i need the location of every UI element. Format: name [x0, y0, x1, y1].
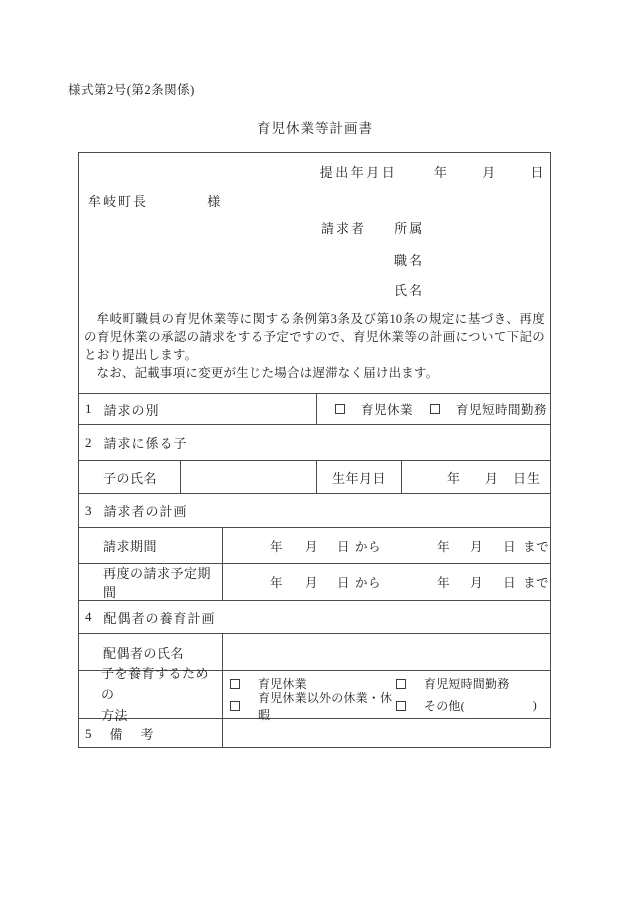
remarks-label-char1: 備 — [109, 727, 124, 742]
form-header — [79, 153, 550, 393]
request-period-label-cell — [79, 528, 222, 563]
body-paragraph-2: なお、記載事項に変更が生じた場合は遅滞なく届け出ます。 — [96, 366, 439, 380]
re-request-period-value-cell[interactable] — [222, 564, 550, 600]
affiliation-label: 所属 — [394, 221, 425, 236]
section2-number: 2 — [85, 434, 93, 450]
addressee-line — [79, 193, 550, 210]
checkbox-childcare-leave[interactable] — [335, 404, 345, 414]
row-section2-header — [79, 424, 550, 460]
submit-month-label: 月 — [482, 165, 498, 180]
request-type-label-cell — [79, 394, 316, 424]
submit-day-label: 日 — [530, 165, 546, 180]
addressee-name: 牟岐町長 — [88, 194, 149, 209]
birth-year-label: 年 — [446, 470, 461, 486]
child-name-label: 子の氏名 — [103, 470, 158, 486]
period-month-label: 月 — [305, 576, 319, 590]
submit-date-line — [79, 164, 550, 181]
re-request-period-label-cell — [79, 564, 222, 600]
period-day-label: 日 — [337, 576, 351, 590]
spouse-name-label: 配偶者の氏名 — [103, 645, 185, 661]
care-method-label-cell — [79, 666, 222, 723]
period-day2-label: 日 — [503, 539, 517, 554]
period-from-label: から — [355, 539, 382, 554]
remarks-label-cell — [79, 719, 222, 748]
method-other-suffix-label: ) — [532, 698, 537, 712]
row-request-type — [79, 393, 550, 424]
section3-header-cell — [79, 494, 550, 527]
care-method-label-line2: 方法 — [101, 708, 129, 723]
remarks-label-char2: 考 — [140, 727, 155, 742]
checkbox-shortened-hours[interactable] — [430, 404, 440, 414]
checkbox-method-other[interactable] — [396, 701, 406, 711]
section1-label: 請求の別 — [103, 402, 160, 418]
checkbox-method-other-leave[interactable] — [230, 701, 240, 711]
position-line — [79, 252, 550, 269]
checkbox-method-shortened-hours[interactable] — [396, 679, 406, 689]
birth-date-value-cell[interactable] — [401, 461, 550, 493]
checkbox-method-childcare-leave[interactable] — [230, 679, 240, 689]
name-line — [79, 282, 550, 299]
form-table — [78, 152, 551, 748]
row-section3-header — [79, 493, 550, 527]
position-label: 職名 — [394, 253, 425, 268]
name-label: 氏名 — [394, 283, 425, 298]
period-month2-label: 月 — [470, 576, 484, 590]
section4-label: 配偶者の養育計画 — [103, 610, 216, 626]
period-to-label: まで — [523, 576, 550, 590]
period-year-label: 年 — [270, 539, 284, 554]
body-paragraph-1: 牟岐町職員の育児休業等に関する条例第3条及び第10条の規定に基づき、再度の育児休業の承認の請求をする予定ですので、育児休業等の計画について下記のとおり提出します。 — [84, 312, 545, 362]
section5-number: 5 — [85, 725, 93, 741]
request-period-value-cell[interactable] — [222, 528, 550, 563]
method-childcare-leave-label: 育児休業 — [258, 677, 307, 691]
re-request-period-label: 再度の請求予定期間 — [103, 566, 212, 600]
spouse-name-input-cell[interactable] — [222, 634, 550, 670]
page-title: 育児休業等計画書 — [257, 121, 373, 136]
request-type-options-cell — [316, 394, 550, 424]
section4-header-cell — [79, 601, 550, 633]
row-care-method — [79, 666, 550, 723]
care-method-line-2 — [223, 690, 550, 722]
method-shortened-hours-label: 育児短時間勤務 — [424, 677, 510, 691]
remarks-input-cell[interactable] — [222, 719, 550, 748]
section1-number: 1 — [85, 401, 93, 416]
birth-month-label: 月 — [484, 470, 499, 486]
period-month-label: 月 — [305, 539, 319, 554]
submit-year-label: 年 — [433, 165, 450, 180]
period-year-label: 年 — [270, 576, 284, 590]
shortened-hours-option-label: 育児短時間勤務 — [456, 403, 548, 417]
row-section4-header — [79, 600, 550, 633]
row-child-info — [79, 460, 550, 493]
period-to-label: まで — [523, 539, 550, 554]
requester-line — [79, 220, 550, 237]
section3-label: 請求者の計画 — [103, 504, 188, 519]
section2-header-cell — [79, 425, 550, 460]
section3-number: 3 — [85, 502, 93, 518]
method-other-leave-label: 育児休業以外の休業・休暇 — [258, 690, 393, 722]
submit-date-label: 提出年月日 — [319, 165, 398, 180]
birth-date-label-cell — [316, 461, 401, 493]
period-day-label: 日 — [337, 539, 351, 554]
form-number: 様式第2号(第2条関係) — [68, 83, 195, 97]
childcare-leave-option-label: 育児休業 — [361, 403, 414, 417]
period-day2-label: 日 — [503, 576, 517, 590]
care-method-label-line1: 子を養育するための — [101, 666, 210, 702]
child-name-label-cell — [79, 461, 180, 493]
child-name-input-cell[interactable] — [180, 461, 316, 493]
method-other-prefix-label: その他( — [424, 699, 465, 713]
section4-number: 4 — [85, 609, 93, 624]
care-method-options-cell — [222, 671, 550, 722]
addressee-honorific: 様 — [207, 194, 223, 209]
row-re-request-period — [79, 563, 550, 600]
row-remarks — [79, 718, 550, 748]
birth-day-label: 日生 — [512, 470, 541, 486]
request-period-label: 請求期間 — [103, 539, 158, 554]
period-year2-label: 年 — [437, 539, 451, 554]
period-month2-label: 月 — [470, 539, 484, 554]
birth-date-label: 生年月日 — [331, 470, 386, 486]
period-year2-label: 年 — [437, 576, 451, 590]
row-request-period — [79, 527, 550, 563]
section2-label: 請求に係る子 — [103, 436, 188, 451]
requester-label: 請求者 — [321, 221, 367, 236]
body-text — [79, 310, 550, 382]
period-from-label: から — [355, 576, 382, 590]
